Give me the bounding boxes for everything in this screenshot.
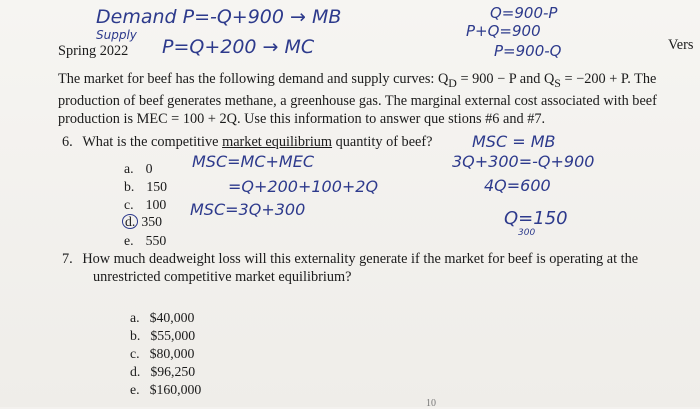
handwritten-right-1: Q=900-P [490,4,558,22]
question-6 [62,133,433,151]
handwritten-supply: P=Q+200 → MC [162,36,315,58]
term-label: Spring 2022 [58,43,129,59]
intro-line-1: The market for beef has the following demand and supply curves: $Q_D = 900 - P$ and $Q_S = -200 + P$. The [58,71,657,90]
handwritten-supply-word: Supply [96,28,137,42]
q6-option-c[interactable]: c. 100 [124,197,167,212]
intro-line-3: production is MEC = 100 + 2Q. Use this information to answer que stions #6 and #7. [58,110,546,127]
question-7-number: 7. [62,251,73,267]
handwritten-right-2: P+Q=900 [466,22,541,40]
handwritten-msc-2: =Q+200+100+2Q [228,177,379,196]
question-7-line-1: How much deadweight loss will this externality generate if the market for beef is operating at the [82,251,639,267]
handwritten-msc-3: MSC=3Q+300 [190,200,306,219]
handwritten-msc-1: MSC=MC+MEC [192,152,315,171]
handwritten-right-3: P=900-Q [494,42,562,60]
q6-option-d[interactable]: d. 350 [122,213,162,231]
handwritten-eq-2: 4Q=600 [484,176,551,195]
question-7 [62,250,638,268]
handwritten-msc-mb: MSC = MB [472,132,556,151]
intro-paragraph [58,70,698,128]
q7-option-d[interactable]: d. $96,250 [130,364,196,379]
q7-option-c[interactable]: c. $80,000 [130,346,195,361]
question-6-number: 6. [62,134,73,150]
page-number-fragment: 10 [426,398,436,409]
q6-option-e[interactable]: e. 550 [124,233,167,248]
q6-option-a[interactable]: a. 0 [124,161,153,176]
q7-option-e[interactable]: e. $160,000 [130,382,202,397]
handwritten-demand: Demand P=-Q+900 → MB [96,6,342,28]
intro-line-2: production of beef generates methane, a greenhouse gas. The marginal external cost associated with beef [58,92,657,109]
handwritten-eq-3: Q=150 [504,208,568,229]
circled-answer-mark: d. [122,214,138,229]
question-6-text: What is the competitive market equilibrium quantity of beef? [82,134,433,150]
q7-option-b[interactable]: b. $55,000 [130,328,196,343]
question-7-line-2: unrestricted competitive market equilibrium? [93,269,352,285]
q6-option-b[interactable]: b. 150 [124,179,168,194]
q7-option-a[interactable]: a. $40,000 [130,310,195,325]
handwritten-eq-1: 3Q+300=-Q+900 [452,152,595,171]
handwritten-eq-3-small: 300 [518,228,536,238]
version-label: Vers [668,37,694,53]
